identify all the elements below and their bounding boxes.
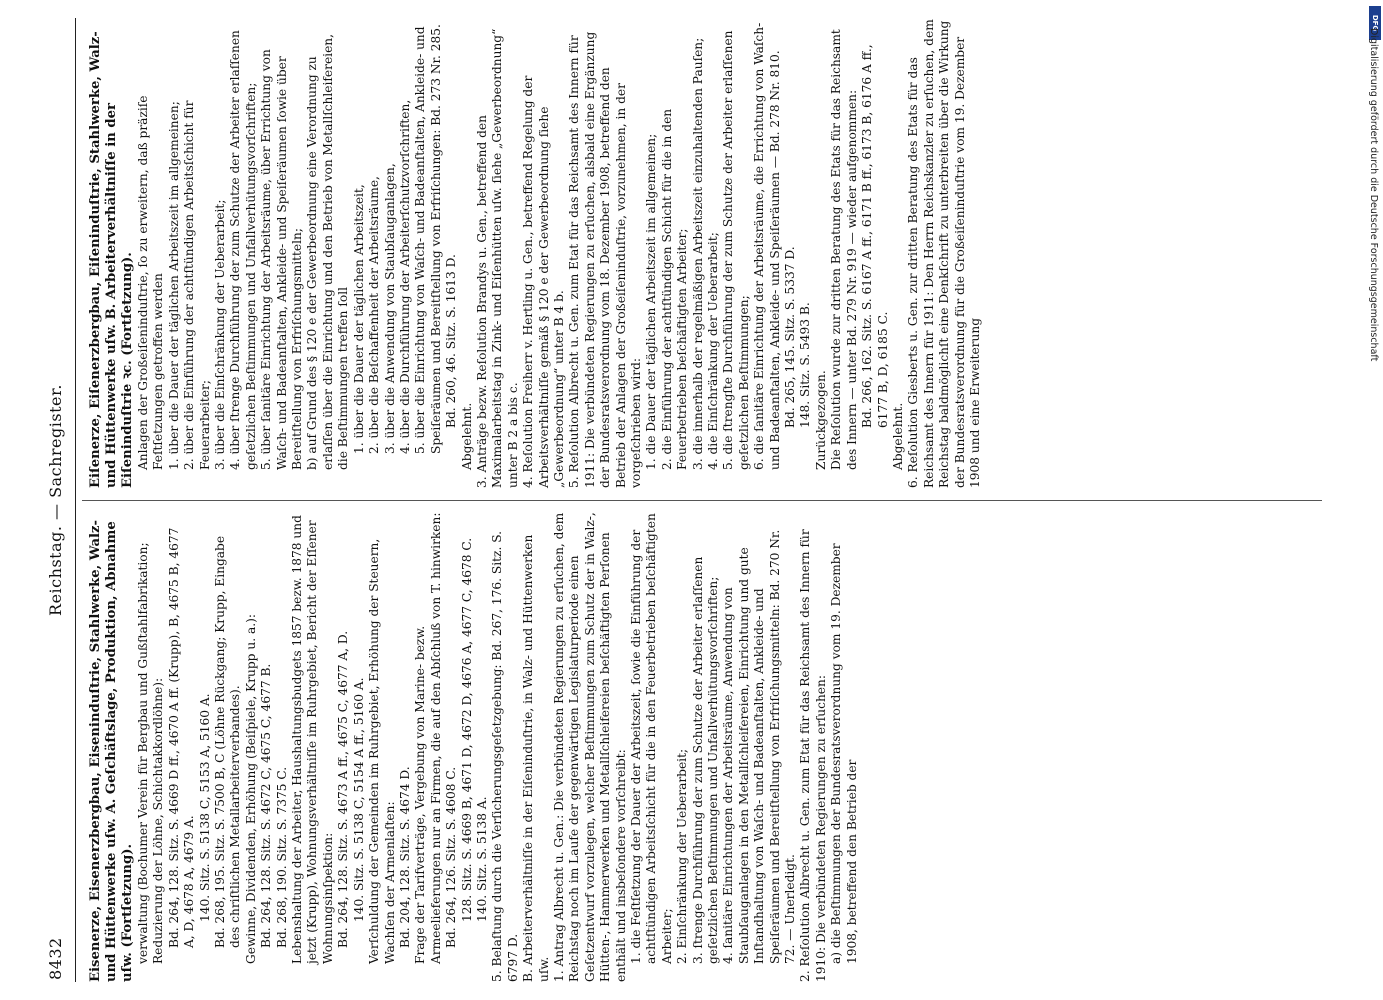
entry-line: 1. über die Dauer der täglichen Arbeitszeit im allgemeinen; bbox=[166, 101, 181, 470]
entry-line: Gewinne, Dividenden, Erhöhung (Beiſpiele, Krupp u. a.): bbox=[243, 614, 258, 964]
entry-line: 2. über die Einführung der achtſtündigen Arbeitsſchicht für Feuerarbeiter; bbox=[182, 100, 212, 470]
entry-line: Bd. 264, 128. Sitz. S. 4672 C, 4675 C, 4677 B. bbox=[259, 663, 274, 948]
entry-line: Bd. 268, 195. Sitz. S. 7500 B, C (Löhne Rückgang; Krupp, Eingabe des chriſtlichen Metallarbeiterverbandes). bbox=[213, 535, 243, 948]
entry-line: 128. Sitz. S. 4669 B, 4671 D, 4672 D, 4676 A, 4677 C, 4678 C. bbox=[459, 537, 474, 922]
entry-line: 5. die ſtrengſte Durchführung der zum Schutze der Arbeiter erlaſſenen geſetzlichen Beſtimmungen; bbox=[721, 30, 751, 470]
entry-line: Bd. 264, 126. Sitz. S. 4608 C. bbox=[444, 766, 459, 948]
entry-line: 1. die Feſtſetzung der Dauer der Arbeitszeit, ſowie die Einführung der achtſtündigen Arbeitsſchicht für die in den Feuerbetrieben beſchäftigten Arbeiter; bbox=[629, 513, 674, 964]
entry-line: 3. über die Anwendung von Staubſauganlagen, bbox=[382, 163, 397, 454]
entry-line: Bd. 265, 145. Sitz. S. 5337 D. bbox=[783, 246, 798, 428]
header-rule bbox=[75, 18, 76, 982]
entry-line: b) auf Grund des § 120 e der Gewerbeordnung eine Verordnung zu erlaſſen über die Einrichtung und den Betrieb von Metallſchleifereien, die Beſtimmungen treffen ſoll bbox=[305, 33, 351, 470]
entry-line: 3. ſtrenge Durchführung der zum Schutze der Arbeiter erlaſſenen geſetzlichen Beſtimmungen und Unfallverhütungsvorſchriften; bbox=[690, 556, 721, 964]
right-column bbox=[88, 18, 983, 488]
entry-line: Bd. 204, 128. Sitz. S. 4674 D. bbox=[397, 766, 412, 948]
entry-line: Bd. 264, 128. Sitz. S. 4669 D ff., 4670 A ff. (Krupp), B, 4675 B, 4677 A, D, 4678 A, 4679 A. bbox=[166, 527, 197, 948]
entry-line: 2. Reſolution Albrecht u. Gen. zum Etat für das Reichsamt des Innern für 1910: Die verbündeten Regierungen zu erſuchen: bbox=[798, 529, 828, 982]
entry-line: 4. über die Durchführung der Arbeiterſchutzvorſchriften, bbox=[397, 99, 412, 454]
entry-line: a) die Beſtimmungen der Bundesratsverordnung vom 19. Dezember 1908, betreffend den Betrieb der bbox=[829, 543, 859, 964]
entry-line: 1. die Dauer der täglichen Arbeitszeit im allgemeinen; bbox=[644, 133, 659, 470]
entry-line: 2. über die Beſchaffenheit der Arbeitsräume, bbox=[367, 176, 382, 454]
entry-line: Anlagen der Großeiſeninduſtrie, ſo zu erweitern, daß präziſe Feſtſetzungen getroffen werden bbox=[136, 95, 166, 470]
entry-line: 5. Belaſtung durch die Verſicherungsgeſetzgebung: Bd. 267, 176. Sitz. S. 6797 D. bbox=[490, 530, 520, 982]
entry-line: 5. Reſolution Albrecht u. Gen. zum Etat für das Reichsamt des Innern für 1911: Die verbündeten Regierungen zu erſuchen, alsbald eine Ergänzung der Bundesratsverordnung vom 18. Dezember 1908, betreffend den Betrieb der Anlagen der Großeiſeninduſtrie, vorzunehmen, in der vorgeſchrieben wird: bbox=[567, 31, 643, 488]
entry-line: 140. Sitz. S. 5138 C, 5154 A ff., 5160 A. bbox=[351, 677, 366, 922]
entry-line: 4. die Einſchränkung der Ueberarbeit; bbox=[706, 232, 721, 470]
entry-line: verwaltung (Bochumer Verein für Bergbau und Gußſtahlfabrikation; Reduzierung der Löhne, Schichtakkordlöhne): bbox=[136, 542, 166, 964]
entry-line: Verſchuldung der Gemeinden im Ruhrgebiet, Erhöhung der Steuern, Wachſen der Armenlaſten: bbox=[367, 538, 397, 964]
entry-line: 6. die ſanitäre Einrichtung der Arbeitsräume, die Errichtung von Waſch- und Badeanſtalten, Ankleide- und Speiſeräumen — Bd. 278 Nr. 810. bbox=[752, 22, 782, 470]
dfg-logo: DFG bbox=[1369, 6, 1381, 40]
entry-line: 2. die Einführung der achtſtündigen Schicht für die in den Feuerbetrieben beſchäftigten Arbeiter; bbox=[659, 108, 690, 470]
entry-line: 3. die innerhalb der regelmäßigen Arbeitszeit einzuhaltenden Pauſen; bbox=[690, 37, 705, 470]
running-head: Reichstag. — Sachregister. bbox=[46, 384, 65, 616]
entry-line: 2. Einſchränkung der Ueberarbeit; bbox=[675, 748, 690, 964]
entry-line: 1. über die Dauer der täglichen Arbeitszeit, bbox=[351, 184, 366, 454]
entry-line: Bd. 260, 46. Sitz. S. 1613 D. bbox=[444, 254, 459, 428]
entry-line: 3. über die Einſchränkung der Ueberarbeit; bbox=[213, 199, 228, 470]
entry-line: Abgelehnt. bbox=[890, 402, 905, 470]
entry-line: Die Reſolution wurde zur dritten Beratung des Etats für das Reichsamt des Innern — unter Bd. 279 Nr. 919 — wieder aufgenommen: bbox=[829, 29, 859, 470]
column-divider bbox=[82, 500, 1322, 501]
entry-line: 5. über die Einrichtung von Waſch- und Badeanſtalten, Ankleide- und Speiſeräumen und Bereitſtellung von Erfriſchungen: Bd. 273 Nr. 285. bbox=[413, 24, 443, 454]
entry-line: 140. Sitz. S. 5138 A. bbox=[474, 796, 489, 922]
entry-line: 148. Sitz. S. 5493 B. bbox=[798, 302, 813, 428]
entry-line: 4. über ſtrenge Durchführung der zum Schutze der Arbeiter erlaſſenen geſetzlichen Beſtimmungen und Unfallverhütungsvorſchriften; bbox=[228, 30, 258, 470]
entry-line: Bd. 266, 162. Sitz. S. 6167 A ff., 6171 B ff., 6173 B, 6176 A ff., 6177 B, D, 6185 C. bbox=[860, 44, 890, 428]
digitization-note bbox=[1367, 28, 1381, 908]
entry-line: 6. Reſolution Giesberts u. Gen. zur dritten Beratung des Etats für das Reichsamt des Innern für 1911: Den Herrn Reichskanzler zu erſuchen, dem Reichstag baldmöglichſt eine Denkſchrift zu unterbreiten über die Wirkung der Bundesratsverordnung für die Großeiſeninduſtrie vom 19. Dezember 1908 und eine Erweiterung bbox=[906, 19, 982, 488]
entry-line: 1. Antrag Albrecht u. Gen.: Die verbündeten Regierungen zu erſuchen, dem Reichstag noch im Laufe der gegenwärtigen Legislaturperiode einen Geſetzentwurf vorzulegen, welcher Beſtimmungen zum Schutz der in Walz-, Hütten-, Hammerwerken und Metallſchleifereien beſchäftigten Perſonen enthält und insbeſondere vorſchreibt: bbox=[551, 512, 628, 982]
entry-line: 5. über ſanitäre Einrichtung der Arbeitsräume, über Errichtung von Waſch- und Badeanſtalten, Ankleide- und Speiſeräumen ſowie über Bereitſtellung von Erfriſchungsmitteln; bbox=[259, 49, 305, 470]
entry-line: 4. ſanitäre Einrichtungen der Arbeitsräume, Anwendung von Staubſauganlagen in den Metallſchleifereien, Einrichtung und gute Inſtandhaltung von Waſch- und Badeanſtalten, Ankleide- und Speiſeräumen und Bereitſtellung von Erfriſchungsmitteln: Bd. 270 Nr. 72. — Unerledigt. bbox=[721, 529, 798, 964]
entry-line: Bd. 268, 190. Sitz. S. 7375 C. bbox=[274, 766, 289, 948]
page-number: 8432 bbox=[46, 937, 65, 980]
entry-line: B. Arbeiterverhältniſſe in der Eiſeninduſtrie, in Walz- und Hüttenwerken uſw. bbox=[521, 534, 551, 982]
entry-line: Frage der Tarifverträge, Vergebung von Marine- bezw. Armeelieferungen nur an Firmen, die auf den Abſchluß von T. hinwirken: bbox=[413, 512, 443, 964]
entry-line: 140. Sitz. S. 5138 C, 5153 A, 5160 A. bbox=[197, 693, 212, 922]
entry-line: Lebenshaltung der Arbeiter, Haushaltungsbudgets 1857 bezw. 1878 und jetzt (Krupp), Wohnungsverhältniſſe im Ruhrgebiet, Bericht der Eſſener Wohnungsinſpektion: bbox=[290, 515, 335, 964]
entry-line: 4. Reſolution Freiherr v. Hertling u. Gen., betreffend Regelung der Arbeitsverhältniſſe gemäß § 120 e der Gewerbeordnung ſiehe „Gewerbeordnung“ unter B 4 b. bbox=[521, 75, 566, 488]
entry-line: 3. Anträge bezw. Reſolution Brandys u. Gen., betreffend den Maximalarbeitstag in Zink- und Eiſenhütten uſw. ſiehe „Gewerbeordnung“ unter B 2 a bis c. bbox=[474, 28, 520, 488]
entry-line: Zurückgezogen. bbox=[813, 370, 828, 470]
entry-line: Abgelehnt. bbox=[459, 402, 474, 470]
digitization-note-text: Digitalisierung gefördert durch die Deutsche Forschungsgemeinschaft bbox=[1368, 28, 1379, 362]
column-heading: Eiſenerze, Eiſenerzbergbau, Eiſeninduſtrie, Stahlwerke, Walz- und Hüttenwerke uſw. B. Arbeiterverhältniſſe in der Eiſeninduſtrie ꝛc. (Fortſetzung). bbox=[88, 31, 135, 488]
column-heading: Eisenerze, Eisenerzbergbau, Eiseninduſtrie, Stahlwerke, Walz- und Hüttenwerke uſw. A. Geſchäftslage, Produktion, Abnahme uſw. (Fortſetzung). bbox=[88, 520, 135, 982]
left-column bbox=[88, 512, 860, 982]
entry-line: Bd. 264, 128. Sitz. S. 4673 A ff., 4675 C, 4677 A, D. bbox=[336, 630, 351, 948]
